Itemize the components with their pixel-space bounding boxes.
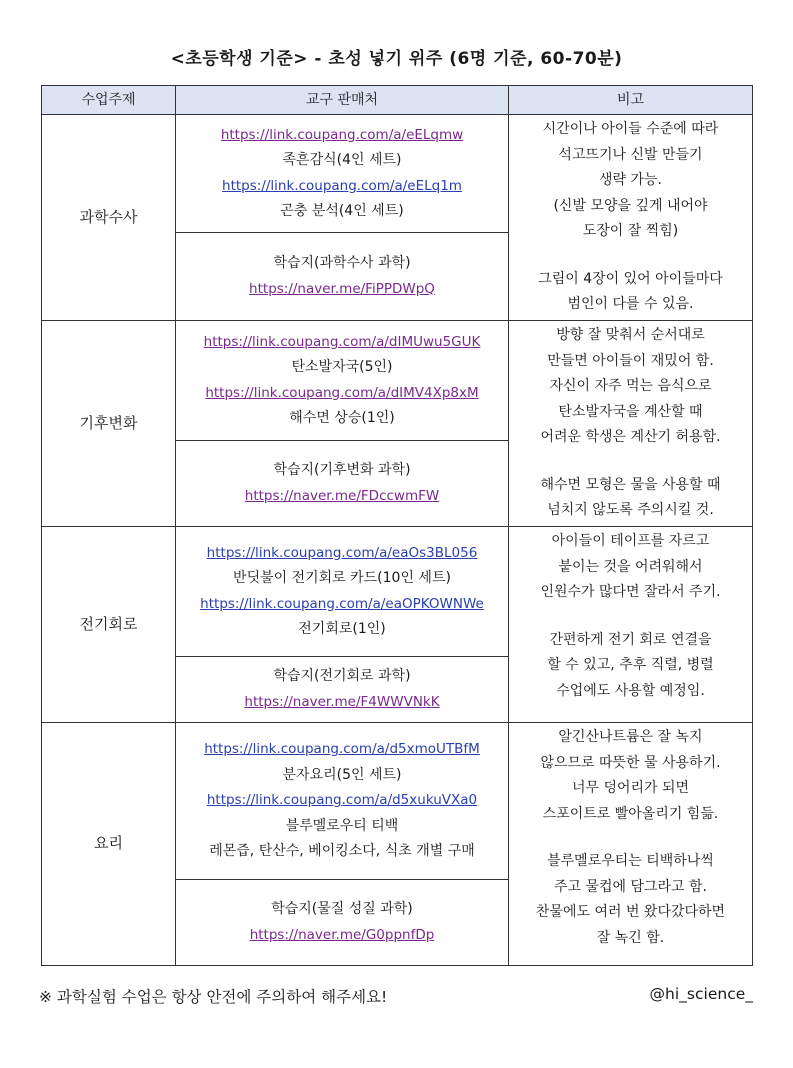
worksheet-cell xyxy=(176,233,509,321)
header-supplies: 교구 판매처 xyxy=(176,86,509,115)
author-handle: @hi_science_ xyxy=(649,985,753,1003)
table-row xyxy=(42,321,753,441)
worksheet-link[interactable]: https://naver.me/F4WWVNkK xyxy=(244,693,440,710)
kit-item: 블루멜로우티 티백 xyxy=(285,817,399,834)
note-line: 그림이 4장이 있어 아이들마다 xyxy=(538,270,723,287)
kit-link[interactable]: https://link.coupang.com/a/eELqmw xyxy=(220,126,464,143)
note-line: 어려운 학생은 계산기 허용함. xyxy=(540,429,721,445)
note-cell xyxy=(509,115,753,321)
worksheet-link[interactable]: https://naver.me/FiPPDWpQ xyxy=(249,280,435,297)
page-title: <초등학생 기준> - 초성 넣기 위주 (6명 기준, 60-70분) xyxy=(170,49,623,69)
kit-item: 레몬즙, 탄산수, 베이킹소다, 식초 개별 구매 xyxy=(209,843,475,860)
kit-cell xyxy=(176,723,509,880)
kit-item: 해수면 상승(1인) xyxy=(289,410,395,426)
note-line: 블루멜로우티는 티백하나씩 xyxy=(547,853,714,869)
note-line: 붙이는 것을 어려워해서 xyxy=(558,558,703,575)
table-row xyxy=(42,723,753,880)
note-line: 탄소발자국을 계산할 때 xyxy=(558,403,703,420)
note-line: 할 수 있고, 추후 직렬, 병렬 xyxy=(547,657,714,673)
note-line: 넘치지 않도록 주의시킬 것. xyxy=(547,502,714,518)
table-header-row xyxy=(42,86,753,115)
kit-link[interactable]: https://link.coupang.com/a/eELq1m xyxy=(222,177,462,194)
kit-item: 탄소발자국(5인) xyxy=(291,359,393,375)
note-line: 시간이나 아이들 수준에 따라 xyxy=(542,121,719,137)
topic-cell: 기후변화 xyxy=(42,321,176,527)
kit-item: 곤충 분석(4인 세트) xyxy=(280,203,404,219)
kit-cell xyxy=(176,527,509,657)
worksheet-cell xyxy=(176,657,509,723)
note-line: (신발 모양을 깊게 내어야 xyxy=(553,197,708,214)
note-line: 스포이트로 빨아올리기 힘듦. xyxy=(542,805,719,822)
note-line: 않으므로 따뜻한 물 사용하기. xyxy=(540,754,721,771)
note-line: 알긴산나트륨은 잘 녹지 xyxy=(558,729,703,745)
topic-cell: 과학수사 xyxy=(42,115,176,321)
worksheet-label: 학습지(물질 성질 과학) xyxy=(271,901,413,917)
kit-item: 족흔감식(4인 세트) xyxy=(282,152,402,168)
lesson-table xyxy=(41,85,753,966)
kit-link[interactable]: https://link.coupang.com/a/eaOPKOWNWe xyxy=(200,595,484,612)
header-note: 비고 xyxy=(509,86,753,115)
topic-cell: 요리 xyxy=(42,723,176,966)
note-cell xyxy=(509,723,753,966)
kit-item: 전기회로(1인) xyxy=(298,621,386,637)
kit-link[interactable]: https://link.coupang.com/a/d5xmoUTBfM xyxy=(204,741,480,758)
worksheet-link[interactable]: https://naver.me/FDccwmFW xyxy=(244,487,440,504)
note-line: 아이들이 테이프를 자르고 xyxy=(551,533,710,549)
worksheet-link[interactable]: https://naver.me/G0ppnfDp xyxy=(249,926,435,943)
note-line: 자신이 자주 먹는 음식으로 xyxy=(549,378,712,394)
note-line: 너무 덩어리가 되면 xyxy=(571,780,690,796)
note-line: 해수면 모형은 물을 사용할 때 xyxy=(540,476,721,493)
note-cell xyxy=(509,321,753,527)
note-line: 인원수가 많다면 잘라서 주기. xyxy=(540,584,721,600)
note-line: 주고 물컵에 담그라고 함. xyxy=(553,878,708,895)
worksheet-label: 학습지(전기회로 과학) xyxy=(273,668,411,684)
kit-cell xyxy=(176,115,509,233)
kit-link[interactable]: https://link.coupang.com/a/d5xukuVXa0 xyxy=(206,792,478,809)
note-line: 범인이 다를 수 있음. xyxy=(567,296,694,312)
worksheet-label: 학습지(기후변화 과학) xyxy=(273,462,411,478)
note-line: 간편하게 전기 회로 연결을 xyxy=(549,631,712,648)
note-gap xyxy=(509,245,752,267)
note-cell xyxy=(509,527,753,723)
worksheet-cell xyxy=(176,441,509,527)
note-line: 도장이 잘 찍힘) xyxy=(582,223,679,239)
kit-link[interactable]: https://link.coupang.com/a/dIMV4Xp8xM xyxy=(205,384,479,401)
note-line: 만들면 아이들이 재밌어 함. xyxy=(547,352,714,369)
kit-item: 반딧불이 전기회로 카드(10인 세트) xyxy=(233,570,451,586)
safety-warning: ※ 과학실험 수업은 항상 안전에 주의하여 해주세요! xyxy=(39,988,388,1006)
note-line: 수업에도 사용할 예정임. xyxy=(556,682,705,699)
note-line: 석고뜨기나 신발 만들기 xyxy=(558,146,703,163)
table-row xyxy=(42,527,753,657)
table-row xyxy=(42,115,753,233)
note-line: 생략 가능. xyxy=(599,172,662,188)
worksheet-label: 학습지(과학수사 과학) xyxy=(273,255,411,271)
kit-item: 분자요리(5인 세트) xyxy=(282,766,402,783)
note-gap xyxy=(509,606,752,628)
note-gap xyxy=(509,827,752,849)
topic-cell: 전기회로 xyxy=(42,527,176,723)
kit-link[interactable]: https://link.coupang.com/a/dIMUwu5GUK xyxy=(203,333,481,350)
note-line: 찬물에도 여러 번 왔다갔다하면 xyxy=(535,904,726,920)
note-gap xyxy=(509,451,752,473)
kit-cell xyxy=(176,321,509,441)
worksheet-cell xyxy=(176,880,509,966)
header-topic: 수업주제 xyxy=(42,86,176,115)
kit-link[interactable]: https://link.coupang.com/a/eaOs3BL056 xyxy=(206,544,478,561)
note-line: 방향 잘 맞춰서 순서대로 xyxy=(556,327,705,343)
note-line: 잘 녹긴 함. xyxy=(596,929,665,946)
